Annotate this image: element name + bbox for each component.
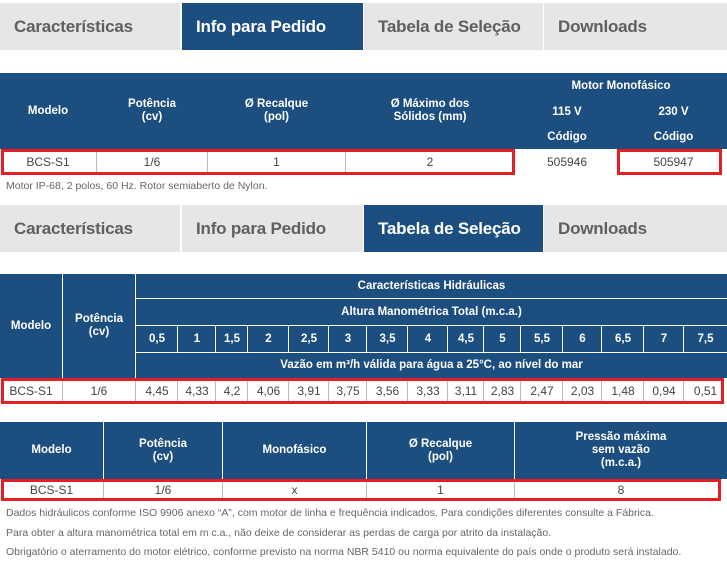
tab-downloads-2[interactable]: Downloads bbox=[544, 205, 727, 252]
sel-height-9: 5 bbox=[484, 326, 521, 352]
press-cell-monofasico: x bbox=[291, 483, 298, 497]
sel-header-hidraulicas: Características Hidráulicas bbox=[136, 274, 727, 298]
tab-downloads[interactable]: Downloads bbox=[544, 3, 727, 50]
press-cell-pressao: 8 bbox=[617, 483, 625, 497]
sel-row-highlight bbox=[1, 378, 724, 404]
note-iso: Dados hidráulicos conforme ISO 9906 anexo “A”, com motor de linha e frequência indicados. Para condições diferentes consulte a Fábrica. bbox=[6, 507, 654, 519]
order-header-potencia: Potência (cv) bbox=[97, 73, 207, 149]
sel-flow-4: 3,91 bbox=[297, 384, 321, 398]
sel-flow-2: 4,2 bbox=[223, 384, 241, 398]
sel-height-10: 5,5 bbox=[521, 326, 563, 352]
order-header-115v: 115 V bbox=[515, 100, 619, 124]
tab-tabela-selecao[interactable]: Tabela de Seleção bbox=[364, 3, 543, 50]
sel-header-altura: Altura Manométrica Total (m.c.a.) bbox=[136, 299, 727, 325]
order-code-highlight bbox=[617, 149, 722, 175]
tab-caracteristicas-2[interactable]: Características bbox=[0, 205, 180, 252]
sel-height-14: 7,5 bbox=[684, 326, 727, 352]
order-cell-potencia: 1/6 bbox=[143, 155, 161, 169]
sel-height-11: 6 bbox=[563, 326, 602, 352]
sel-height-1: 1 bbox=[178, 326, 216, 352]
sel-flow-6: 3,56 bbox=[375, 384, 400, 398]
sel-header-modelo: Modelo bbox=[0, 274, 62, 378]
sel-flow-5: 3,75 bbox=[336, 384, 360, 398]
press-cell-modelo: BCS-S1 bbox=[29, 483, 74, 497]
sel-height-3: 2 bbox=[248, 326, 289, 352]
sel-flow-0: 4,45 bbox=[145, 384, 169, 398]
sel-cell-potencia: 1/6 bbox=[90, 384, 108, 398]
sel-flow-8: 3,11 bbox=[454, 384, 478, 398]
sel-height-6: 3,5 bbox=[367, 326, 408, 352]
tab-info-pedido[interactable]: Info para Pedido bbox=[182, 3, 363, 50]
order-header-codigo-230: Código bbox=[620, 125, 727, 149]
sel-flow-11: 2,03 bbox=[570, 384, 595, 398]
order-note: Motor IP-68, 2 polos, 60 Hz. Rotor semiaberto de Nylon. bbox=[6, 180, 268, 192]
order-cell-solidos: 2 bbox=[426, 155, 434, 169]
order-cell-recalque: 1 bbox=[273, 155, 280, 169]
sel-flow-3: 4,06 bbox=[256, 384, 281, 398]
press-header-potencia: Potência (cv) bbox=[104, 422, 222, 479]
sel-height-8: 4,5 bbox=[448, 326, 484, 352]
sel-height-0: 0,5 bbox=[136, 326, 178, 352]
sel-height-13: 7 bbox=[644, 326, 684, 352]
sel-height-5: 3 bbox=[329, 326, 367, 352]
order-cell-codigo-230: 505947 bbox=[653, 155, 694, 169]
press-header-modelo: Modelo bbox=[0, 422, 103, 479]
order-header-recalque: Ø Recalque (pol) bbox=[208, 73, 345, 149]
sel-cell-modelo: BCS-S1 bbox=[9, 384, 53, 398]
sel-flow-10: 2,47 bbox=[530, 384, 554, 398]
sel-flow-1: 4,33 bbox=[185, 384, 209, 398]
press-header-monofasico: Monofásico bbox=[223, 422, 366, 479]
order-header-230v: 230 V bbox=[620, 100, 727, 124]
press-header-pressao: Pressão máxima sem vazão (m.c.a.) bbox=[515, 422, 727, 479]
sel-height-2: 1,5 bbox=[216, 326, 248, 352]
tab-bar-middle bbox=[0, 205, 727, 252]
press-header-recalque: Ø Recalque (pol) bbox=[367, 422, 514, 479]
sel-flow-12: 1,48 bbox=[611, 384, 635, 398]
sel-height-12: 6,5 bbox=[602, 326, 644, 352]
sel-flow-7: 3,33 bbox=[416, 384, 440, 398]
order-header-motor: Motor Monofásico bbox=[515, 73, 727, 99]
order-cell-modelo: BCS-S1 bbox=[26, 155, 70, 169]
order-row-highlight bbox=[1, 149, 515, 175]
press-row-highlight bbox=[1, 479, 721, 501]
sel-height-7: 4 bbox=[408, 326, 448, 352]
note-aterramento: Obrigatório o aterramento do motor elétrico, conforme previsto na norma NBR 5410 ou norma equivalente do país onde o produto será instalado. bbox=[6, 546, 682, 558]
press-cell-potencia: 1/6 bbox=[154, 483, 172, 497]
tab-bar-top bbox=[0, 3, 727, 50]
order-header-codigo-115: Código bbox=[515, 125, 619, 149]
order-header-solidos: Ø Máximo dos Sólidos (mm) bbox=[346, 73, 514, 149]
tab-caracteristicas[interactable]: Características bbox=[0, 3, 180, 50]
press-cell-recalque: 1 bbox=[437, 483, 444, 497]
sel-header-vazao: Vazão em m³/h válida para água a 25°C, ao nível do mar bbox=[136, 353, 727, 378]
note-altura: Para obter a altura manométrica total em m c.a., não deixe de considerar as perdas de carga por atrito da instalação. bbox=[6, 527, 552, 539]
tab-tabela-selecao-2[interactable]: Tabela de Seleção bbox=[364, 205, 543, 252]
order-cell-codigo-115: 505946 bbox=[546, 155, 588, 169]
order-header-modelo: Modelo bbox=[0, 73, 96, 149]
sel-header-potencia: Potência (cv) bbox=[63, 274, 135, 378]
sel-flow-9: 2,83 bbox=[490, 384, 515, 398]
sel-flow-14: 0,51 bbox=[693, 384, 718, 398]
tab-info-pedido-2[interactable]: Info para Pedido bbox=[182, 205, 363, 252]
sel-height-4: 2,5 bbox=[289, 326, 329, 352]
sel-flow-13: 0,94 bbox=[652, 384, 676, 398]
